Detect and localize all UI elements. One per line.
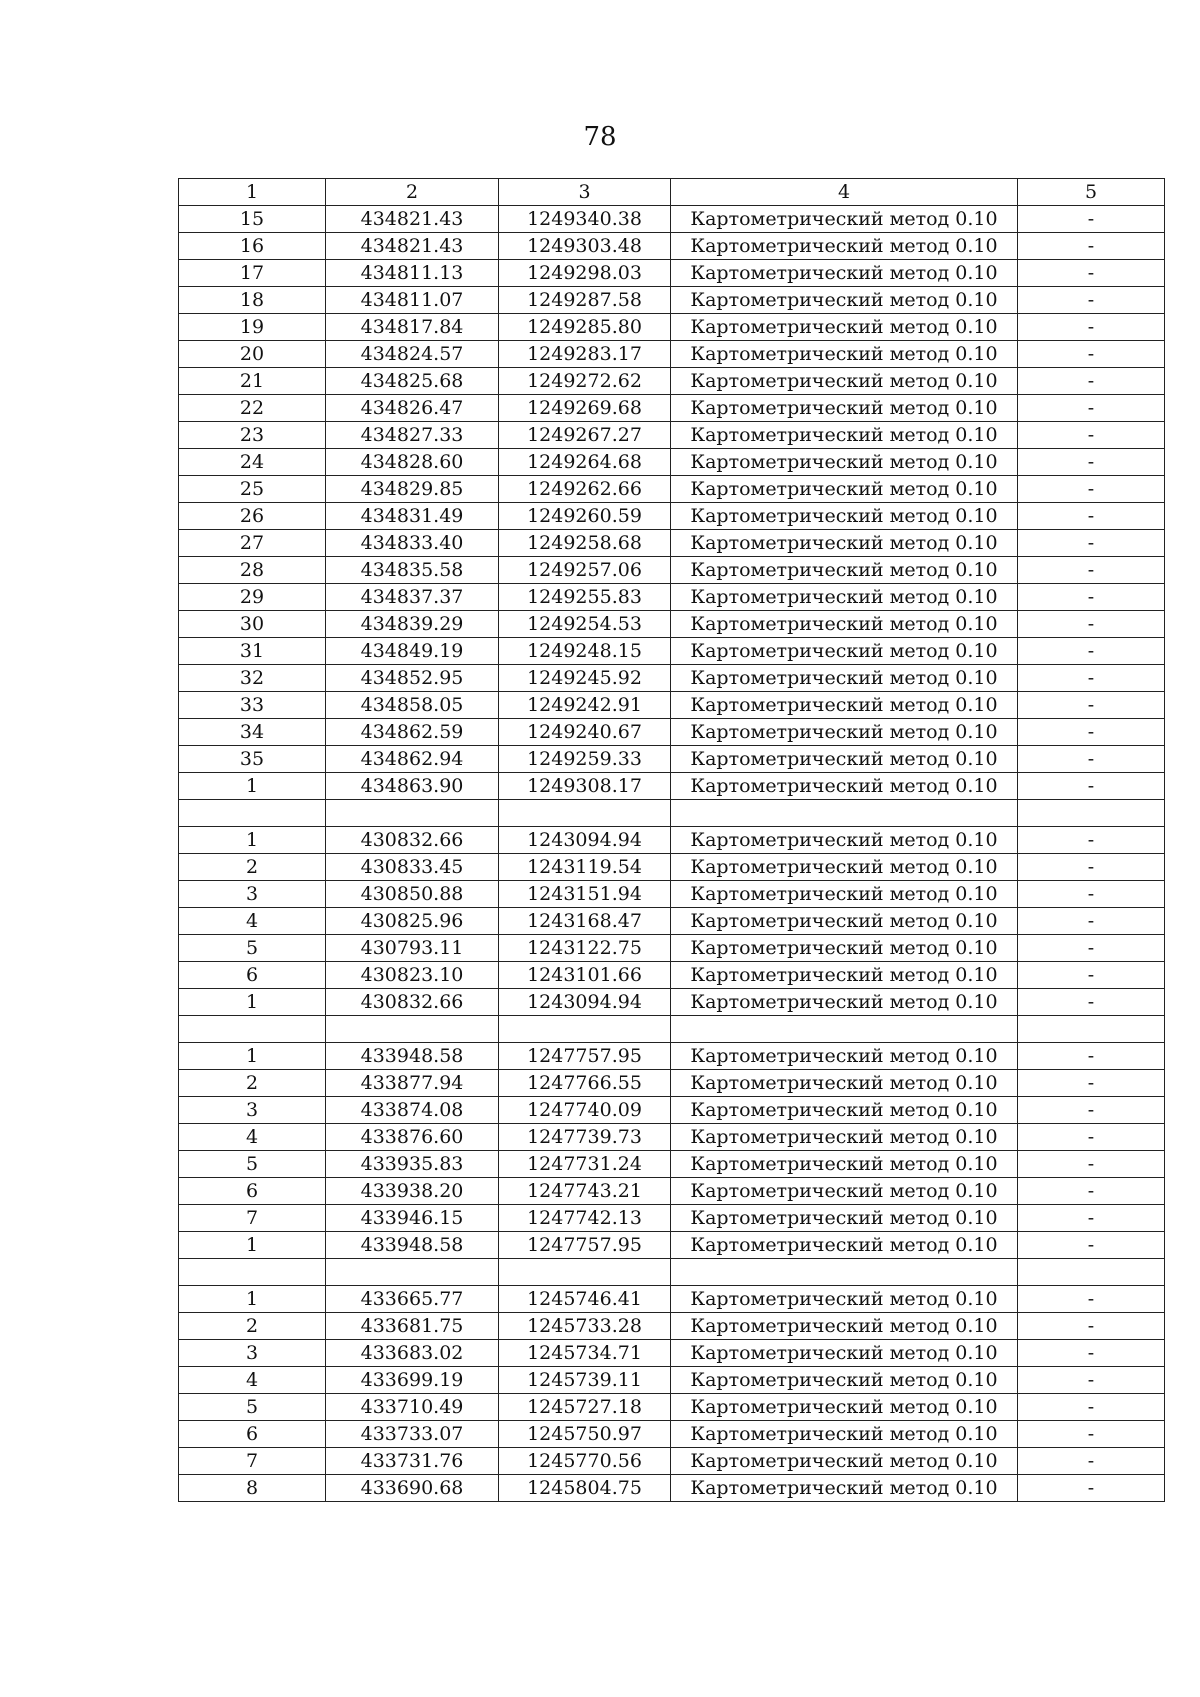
x-coordinate-cell: 430825.96: [326, 908, 499, 935]
note-cell: -: [1018, 962, 1165, 989]
method-cell: Картометрический метод 0.10: [671, 1340, 1018, 1367]
table-row: [179, 800, 1165, 827]
method-cell: [671, 1259, 1018, 1286]
method-cell: Картометрический метод 0.10: [671, 1448, 1018, 1475]
table-row: [179, 1097, 1165, 1124]
x-coordinate-cell: 434811.07: [326, 287, 499, 314]
y-coordinate-cell: 1243119.54: [499, 854, 671, 881]
table-row: [179, 368, 1165, 395]
point-number-cell: 31: [179, 638, 326, 665]
method-cell: Картометрический метод 0.10: [671, 557, 1018, 584]
note-cell: [1018, 1016, 1165, 1043]
note-cell: -: [1018, 935, 1165, 962]
point-number-cell: 5: [179, 935, 326, 962]
method-cell: Картометрический метод 0.10: [671, 503, 1018, 530]
y-coordinate-cell: 1245750.97: [499, 1421, 671, 1448]
method-cell: Картометрический метод 0.10: [671, 1151, 1018, 1178]
method-cell: Картометрический метод 0.10: [671, 1475, 1018, 1502]
note-cell: -: [1018, 1475, 1165, 1502]
method-cell: Картометрический метод 0.10: [671, 314, 1018, 341]
y-coordinate-cell: [499, 800, 671, 827]
point-number-cell: 2: [179, 1070, 326, 1097]
note-cell: -: [1018, 1124, 1165, 1151]
method-cell: Картометрический метод 0.10: [671, 260, 1018, 287]
method-cell: Картометрический метод 0.10: [671, 692, 1018, 719]
x-coordinate-cell: 434858.05: [326, 692, 499, 719]
note-cell: -: [1018, 530, 1165, 557]
note-cell: -: [1018, 1205, 1165, 1232]
point-number-cell: 1: [179, 1286, 326, 1313]
y-coordinate-cell: 1249298.03: [499, 260, 671, 287]
table-row: [179, 1421, 1165, 1448]
table-row: [179, 287, 1165, 314]
x-coordinate-cell: 434862.59: [326, 719, 499, 746]
note-cell: -: [1018, 827, 1165, 854]
x-coordinate-cell: 430793.11: [326, 935, 499, 962]
y-coordinate-cell: 1247766.55: [499, 1070, 671, 1097]
y-coordinate-cell: 1243151.94: [499, 881, 671, 908]
y-coordinate-cell: 1249267.27: [499, 422, 671, 449]
x-coordinate-cell: [326, 800, 499, 827]
table-row: [179, 611, 1165, 638]
y-coordinate-cell: 1249303.48: [499, 233, 671, 260]
point-number-cell: 6: [179, 962, 326, 989]
point-number-cell: 17: [179, 260, 326, 287]
note-cell: -: [1018, 422, 1165, 449]
y-coordinate-cell: 1243101.66: [499, 962, 671, 989]
table-row: [179, 1178, 1165, 1205]
point-number-cell: 19: [179, 314, 326, 341]
method-cell: Картометрический метод 0.10: [671, 719, 1018, 746]
note-cell: -: [1018, 503, 1165, 530]
table-row: [179, 206, 1165, 233]
x-coordinate-cell: 434826.47: [326, 395, 499, 422]
note-cell: -: [1018, 1070, 1165, 1097]
note-cell: -: [1018, 260, 1165, 287]
point-number-cell: 1: [179, 827, 326, 854]
note-cell: -: [1018, 1097, 1165, 1124]
y-coordinate-cell: 1249259.33: [499, 746, 671, 773]
note-cell: -: [1018, 395, 1165, 422]
point-number-cell: 27: [179, 530, 326, 557]
y-coordinate-cell: 1249283.17: [499, 341, 671, 368]
point-number-cell: 32: [179, 665, 326, 692]
method-cell: Картометрический метод 0.10: [671, 422, 1018, 449]
y-coordinate-cell: [499, 1016, 671, 1043]
method-cell: Картометрический метод 0.10: [671, 395, 1018, 422]
method-cell: Картометрический метод 0.10: [671, 233, 1018, 260]
note-cell: -: [1018, 314, 1165, 341]
y-coordinate-cell: 1249248.15: [499, 638, 671, 665]
x-coordinate-cell: 434821.43: [326, 233, 499, 260]
x-coordinate-cell: 430832.66: [326, 989, 499, 1016]
method-cell: Картометрический метод 0.10: [671, 665, 1018, 692]
table-row: [179, 827, 1165, 854]
point-number-cell: 6: [179, 1421, 326, 1448]
point-number-cell: 3: [179, 1340, 326, 1367]
x-coordinate-cell: 433665.77: [326, 1286, 499, 1313]
column-header: 4: [671, 179, 1018, 206]
table-row: [179, 935, 1165, 962]
note-cell: -: [1018, 1286, 1165, 1313]
table-row: [179, 1016, 1165, 1043]
table-row: [179, 1367, 1165, 1394]
column-header: 3: [499, 179, 671, 206]
table-row: [179, 422, 1165, 449]
y-coordinate-cell: 1245770.56: [499, 1448, 671, 1475]
coordinates-table: [178, 178, 1165, 1502]
note-cell: -: [1018, 854, 1165, 881]
point-number-cell: 28: [179, 557, 326, 584]
y-coordinate-cell: 1247757.95: [499, 1043, 671, 1070]
method-cell: Картометрический метод 0.10: [671, 1043, 1018, 1070]
note-cell: -: [1018, 449, 1165, 476]
x-coordinate-cell: 433699.19: [326, 1367, 499, 1394]
method-cell: Картометрический метод 0.10: [671, 368, 1018, 395]
x-coordinate-cell: 433948.58: [326, 1043, 499, 1070]
y-coordinate-cell: 1249308.17: [499, 773, 671, 800]
note-cell: -: [1018, 1043, 1165, 1070]
y-coordinate-cell: 1245804.75: [499, 1475, 671, 1502]
column-header: 1: [179, 179, 326, 206]
table-row: [179, 692, 1165, 719]
table-row: [179, 1475, 1165, 1502]
method-cell: Картометрический метод 0.10: [671, 287, 1018, 314]
method-cell: Картометрический метод 0.10: [671, 1286, 1018, 1313]
y-coordinate-cell: 1245734.71: [499, 1340, 671, 1367]
point-number-cell: 1: [179, 1232, 326, 1259]
note-cell: -: [1018, 1151, 1165, 1178]
x-coordinate-cell: 433731.76: [326, 1448, 499, 1475]
x-coordinate-cell: 430850.88: [326, 881, 499, 908]
note-cell: -: [1018, 1232, 1165, 1259]
x-coordinate-cell: 434825.68: [326, 368, 499, 395]
table-row: [179, 638, 1165, 665]
column-header: 2: [326, 179, 499, 206]
y-coordinate-cell: 1249262.66: [499, 476, 671, 503]
y-coordinate-cell: 1247739.73: [499, 1124, 671, 1151]
x-coordinate-cell: 434827.33: [326, 422, 499, 449]
note-cell: -: [1018, 557, 1165, 584]
y-coordinate-cell: 1249242.91: [499, 692, 671, 719]
y-coordinate-cell: 1247742.13: [499, 1205, 671, 1232]
table-row: [179, 341, 1165, 368]
note-cell: -: [1018, 989, 1165, 1016]
y-coordinate-cell: 1249287.58: [499, 287, 671, 314]
method-cell: Картометрический метод 0.10: [671, 989, 1018, 1016]
method-cell: Картометрический метод 0.10: [671, 1394, 1018, 1421]
note-cell: -: [1018, 773, 1165, 800]
point-number-cell: 16: [179, 233, 326, 260]
table-row: [179, 719, 1165, 746]
point-number-cell: 1: [179, 1043, 326, 1070]
method-cell: Картометрический метод 0.10: [671, 206, 1018, 233]
y-coordinate-cell: 1249340.38: [499, 206, 671, 233]
table-row: [179, 1151, 1165, 1178]
point-number-cell: 4: [179, 1124, 326, 1151]
x-coordinate-cell: 433690.68: [326, 1475, 499, 1502]
x-coordinate-cell: 434833.40: [326, 530, 499, 557]
x-coordinate-cell: 434824.57: [326, 341, 499, 368]
point-number-cell: [179, 1259, 326, 1286]
x-coordinate-cell: 433948.58: [326, 1232, 499, 1259]
x-coordinate-cell: 433874.08: [326, 1097, 499, 1124]
y-coordinate-cell: 1245733.28: [499, 1313, 671, 1340]
point-number-cell: 18: [179, 287, 326, 314]
x-coordinate-cell: [326, 1016, 499, 1043]
note-cell: -: [1018, 1367, 1165, 1394]
point-number-cell: [179, 800, 326, 827]
method-cell: Картометрический метод 0.10: [671, 935, 1018, 962]
method-cell: Картометрический метод 0.10: [671, 962, 1018, 989]
note-cell: -: [1018, 665, 1165, 692]
x-coordinate-cell: 433733.07: [326, 1421, 499, 1448]
y-coordinate-cell: 1247740.09: [499, 1097, 671, 1124]
method-cell: Картометрический метод 0.10: [671, 449, 1018, 476]
note-cell: -: [1018, 1448, 1165, 1475]
note-cell: -: [1018, 692, 1165, 719]
method-cell: Картометрический метод 0.10: [671, 584, 1018, 611]
point-number-cell: 1: [179, 773, 326, 800]
point-number-cell: 5: [179, 1151, 326, 1178]
point-number-cell: 3: [179, 1097, 326, 1124]
y-coordinate-cell: 1249254.53: [499, 611, 671, 638]
point-number-cell: 15: [179, 206, 326, 233]
point-number-cell: 8: [179, 1475, 326, 1502]
x-coordinate-cell: 433877.94: [326, 1070, 499, 1097]
table-row: [179, 395, 1165, 422]
point-number-cell: 5: [179, 1394, 326, 1421]
x-coordinate-cell: 433938.20: [326, 1178, 499, 1205]
note-cell: -: [1018, 719, 1165, 746]
x-coordinate-cell: 434811.13: [326, 260, 499, 287]
table-row: [179, 989, 1165, 1016]
x-coordinate-cell: 434817.84: [326, 314, 499, 341]
point-number-cell: 34: [179, 719, 326, 746]
point-number-cell: 35: [179, 746, 326, 773]
point-number-cell: 20: [179, 341, 326, 368]
note-cell: -: [1018, 1340, 1165, 1367]
x-coordinate-cell: 434839.29: [326, 611, 499, 638]
y-coordinate-cell: 1249260.59: [499, 503, 671, 530]
method-cell: Картометрический метод 0.10: [671, 827, 1018, 854]
x-coordinate-cell: 434835.58: [326, 557, 499, 584]
note-cell: -: [1018, 611, 1165, 638]
table-row: [179, 1448, 1165, 1475]
note-cell: -: [1018, 476, 1165, 503]
note-cell: -: [1018, 746, 1165, 773]
x-coordinate-cell: 430823.10: [326, 962, 499, 989]
table-row: [179, 476, 1165, 503]
note-cell: -: [1018, 206, 1165, 233]
table-row: [179, 584, 1165, 611]
y-coordinate-cell: 1247757.95: [499, 1232, 671, 1259]
x-coordinate-cell: 434831.49: [326, 503, 499, 530]
point-number-cell: 2: [179, 1313, 326, 1340]
column-header: 5: [1018, 179, 1165, 206]
point-number-cell: 6: [179, 1178, 326, 1205]
point-number-cell: 25: [179, 476, 326, 503]
table-row: [179, 908, 1165, 935]
x-coordinate-cell: 430833.45: [326, 854, 499, 881]
point-number-cell: 24: [179, 449, 326, 476]
point-number-cell: 21: [179, 368, 326, 395]
y-coordinate-cell: 1249258.68: [499, 530, 671, 557]
note-cell: -: [1018, 233, 1165, 260]
point-number-cell: 22: [179, 395, 326, 422]
x-coordinate-cell: 433946.15: [326, 1205, 499, 1232]
method-cell: Картометрический метод 0.10: [671, 881, 1018, 908]
y-coordinate-cell: [499, 1259, 671, 1286]
y-coordinate-cell: 1249269.68: [499, 395, 671, 422]
point-number-cell: 7: [179, 1205, 326, 1232]
table-row: [179, 503, 1165, 530]
x-coordinate-cell: 434849.19: [326, 638, 499, 665]
y-coordinate-cell: 1243094.94: [499, 989, 671, 1016]
y-coordinate-cell: 1249257.06: [499, 557, 671, 584]
note-cell: -: [1018, 368, 1165, 395]
note-cell: -: [1018, 341, 1165, 368]
method-cell: Картометрический метод 0.10: [671, 773, 1018, 800]
point-number-cell: 23: [179, 422, 326, 449]
table-row: [179, 854, 1165, 881]
method-cell: Картометрический метод 0.10: [671, 1178, 1018, 1205]
x-coordinate-cell: 433935.83: [326, 1151, 499, 1178]
table-row: [179, 962, 1165, 989]
x-coordinate-cell: 430832.66: [326, 827, 499, 854]
x-coordinate-cell: 434863.90: [326, 773, 499, 800]
method-cell: Картометрический метод 0.10: [671, 1124, 1018, 1151]
x-coordinate-cell: 434828.60: [326, 449, 499, 476]
method-cell: Картометрический метод 0.10: [671, 1070, 1018, 1097]
x-coordinate-cell: 433876.60: [326, 1124, 499, 1151]
x-coordinate-cell: 433681.75: [326, 1313, 499, 1340]
page-number: 78: [583, 122, 617, 152]
table-row: [179, 881, 1165, 908]
point-number-cell: 4: [179, 908, 326, 935]
table-row: [179, 1124, 1165, 1151]
point-number-cell: 29: [179, 584, 326, 611]
method-cell: Картометрический метод 0.10: [671, 638, 1018, 665]
note-cell: [1018, 1259, 1165, 1286]
y-coordinate-cell: 1247731.24: [499, 1151, 671, 1178]
method-cell: [671, 800, 1018, 827]
point-number-cell: 7: [179, 1448, 326, 1475]
method-cell: Картометрический метод 0.10: [671, 611, 1018, 638]
x-coordinate-cell: 434821.43: [326, 206, 499, 233]
point-number-cell: [179, 1016, 326, 1043]
table-row: [179, 1313, 1165, 1340]
table-row: [179, 449, 1165, 476]
x-coordinate-cell: 433683.02: [326, 1340, 499, 1367]
method-cell: Картометрический метод 0.10: [671, 341, 1018, 368]
y-coordinate-cell: 1247743.21: [499, 1178, 671, 1205]
y-coordinate-cell: 1249255.83: [499, 584, 671, 611]
method-cell: Картометрический метод 0.10: [671, 854, 1018, 881]
method-cell: Картометрический метод 0.10: [671, 1205, 1018, 1232]
method-cell: Картометрический метод 0.10: [671, 1313, 1018, 1340]
table-row: [179, 1070, 1165, 1097]
table-row: [179, 1286, 1165, 1313]
y-coordinate-cell: 1245746.41: [499, 1286, 671, 1313]
point-number-cell: 30: [179, 611, 326, 638]
note-cell: -: [1018, 1394, 1165, 1421]
y-coordinate-cell: 1249240.67: [499, 719, 671, 746]
method-cell: Картометрический метод 0.10: [671, 476, 1018, 503]
table-body: [179, 206, 1165, 1502]
y-coordinate-cell: 1249285.80: [499, 314, 671, 341]
note-cell: -: [1018, 881, 1165, 908]
table-row: [179, 1043, 1165, 1070]
y-coordinate-cell: 1243122.75: [499, 935, 671, 962]
table-row: [179, 260, 1165, 287]
table-header-row: [179, 179, 1165, 206]
method-cell: Картометрический метод 0.10: [671, 1421, 1018, 1448]
point-number-cell: 2: [179, 854, 326, 881]
table-row: [179, 746, 1165, 773]
y-coordinate-cell: 1249264.68: [499, 449, 671, 476]
x-coordinate-cell: 434852.95: [326, 665, 499, 692]
table-row: [179, 773, 1165, 800]
x-coordinate-cell: 434837.37: [326, 584, 499, 611]
table-row: [179, 314, 1165, 341]
table-row: [179, 530, 1165, 557]
table-row: [179, 557, 1165, 584]
y-coordinate-cell: 1249272.62: [499, 368, 671, 395]
note-cell: -: [1018, 908, 1165, 935]
table-row: [179, 1340, 1165, 1367]
method-cell: Картометрический метод 0.10: [671, 530, 1018, 557]
table-row: [179, 1259, 1165, 1286]
x-coordinate-cell: 434829.85: [326, 476, 499, 503]
y-coordinate-cell: 1245727.18: [499, 1394, 671, 1421]
table-row: [179, 233, 1165, 260]
note-cell: -: [1018, 1178, 1165, 1205]
table-row: [179, 1205, 1165, 1232]
point-number-cell: 4: [179, 1367, 326, 1394]
table-row: [179, 665, 1165, 692]
y-coordinate-cell: 1245739.11: [499, 1367, 671, 1394]
note-cell: -: [1018, 1313, 1165, 1340]
note-cell: -: [1018, 638, 1165, 665]
point-number-cell: 3: [179, 881, 326, 908]
note-cell: -: [1018, 287, 1165, 314]
y-coordinate-cell: 1243094.94: [499, 827, 671, 854]
table-row: [179, 1394, 1165, 1421]
table-row: [179, 1232, 1165, 1259]
method-cell: Картометрический метод 0.10: [671, 1232, 1018, 1259]
method-cell: Картометрический метод 0.10: [671, 1367, 1018, 1394]
y-coordinate-cell: 1249245.92: [499, 665, 671, 692]
note-cell: [1018, 800, 1165, 827]
method-cell: Картометрический метод 0.10: [671, 1097, 1018, 1124]
y-coordinate-cell: 1243168.47: [499, 908, 671, 935]
method-cell: Картометрический метод 0.10: [671, 746, 1018, 773]
point-number-cell: 1: [179, 989, 326, 1016]
method-cell: [671, 1016, 1018, 1043]
x-coordinate-cell: [326, 1259, 499, 1286]
point-number-cell: 33: [179, 692, 326, 719]
point-number-cell: 26: [179, 503, 326, 530]
x-coordinate-cell: 433710.49: [326, 1394, 499, 1421]
x-coordinate-cell: 434862.94: [326, 746, 499, 773]
note-cell: -: [1018, 584, 1165, 611]
method-cell: Картометрический метод 0.10: [671, 908, 1018, 935]
note-cell: -: [1018, 1421, 1165, 1448]
